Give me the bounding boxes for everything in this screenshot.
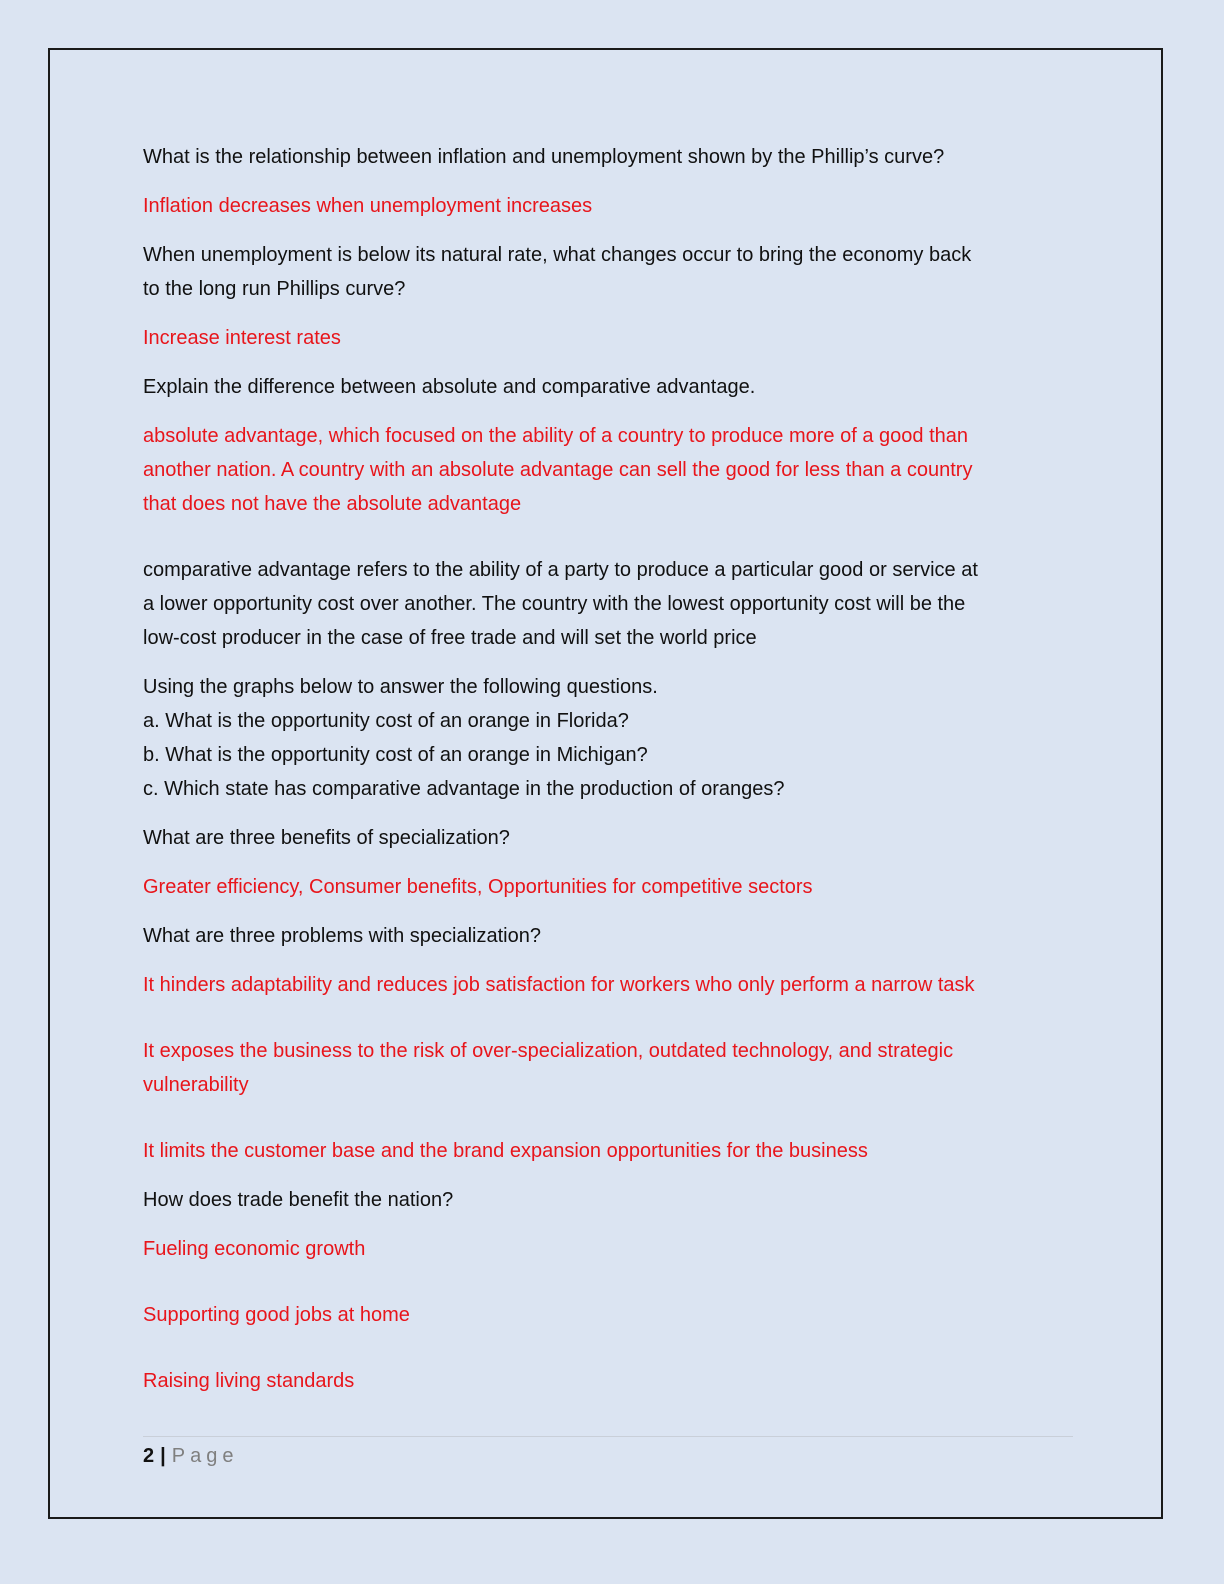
text-line: Inflation decreases when unemployment increases <box>143 195 593 217</box>
text-line: a. What is the opportunity cost of an orange in Florida? <box>143 710 629 732</box>
comparative-advantage-paragraph <box>143 553 1078 655</box>
text-line: Supporting good jobs at home <box>143 1304 410 1326</box>
text-line: What is the relationship between inflation and unemployment shown by the Phillip’s curve? <box>143 146 945 168</box>
answer-natural-rate <box>143 321 1078 355</box>
text-line: vulnerability <box>143 1074 249 1096</box>
text-line: another nation. A country with an absolute advantage can sell the good for less than a country <box>143 459 973 481</box>
text-line: comparative advantage refers to the ability of a party to produce a particular good or service at <box>143 559 978 581</box>
answer-problem-1 <box>143 968 1078 1002</box>
document-body <box>143 140 1078 1413</box>
text-line: low-cost producer in the case of free trade and will set the world price <box>143 627 757 649</box>
answer-phillips-curve <box>143 189 1078 223</box>
text-line: It hinders adaptability and reduces job satisfaction for workers who only perform a narrow task <box>143 974 975 996</box>
page-number: 2 <box>143 1445 155 1467</box>
text-line: absolute advantage, which focused on the ability of a country to produce more of a good than <box>143 425 968 447</box>
text-line: Fueling economic growth <box>143 1238 366 1260</box>
text-line: What are three benefits of specialization? <box>143 827 510 849</box>
answer-absolute-advantage <box>143 419 1078 521</box>
text-line: to the long run Phillips curve? <box>143 278 406 300</box>
text-line: What are three problems with specialization? <box>143 925 541 947</box>
text-line: that does not have the absolute advantage <box>143 493 522 515</box>
text-line: Raising living standards <box>143 1370 355 1392</box>
question-natural-rate <box>143 238 1078 306</box>
text-line: When unemployment is below its natural rate, what changes occur to bring the economy back <box>143 244 972 266</box>
page-label: Page <box>171 1445 239 1467</box>
text-line: b. What is the opportunity cost of an orange in Michigan? <box>143 744 648 766</box>
text-line: Increase interest rates <box>143 327 341 349</box>
question-phillips-curve <box>143 140 1078 174</box>
answer-trade-benefit-1 <box>143 1232 1078 1266</box>
page-footer <box>143 1436 1073 1473</box>
question-benefits-specialization <box>143 821 1078 855</box>
question-opportunity-cost <box>143 670 1078 806</box>
question-problems-specialization <box>143 919 1078 953</box>
text-line: c. Which state has comparative advantage in the production of oranges? <box>143 778 785 800</box>
answer-trade-benefit-3 <box>143 1364 1078 1398</box>
text-line: a lower opportunity cost over another. The country with the lowest opportunity cost will be the <box>143 593 966 615</box>
answer-problem-3 <box>143 1134 1078 1168</box>
answer-trade-benefit-2 <box>143 1298 1078 1332</box>
answer-problem-2 <box>143 1034 1078 1102</box>
page-separator: | <box>160 1445 166 1467</box>
text-line: It exposes the business to the risk of over-specialization, outdated technology, and strategic <box>143 1040 954 1062</box>
question-trade-benefit <box>143 1183 1078 1217</box>
text-line: How does trade benefit the nation? <box>143 1189 454 1211</box>
text-line: It limits the customer base and the brand expansion opportunities for the business <box>143 1140 868 1162</box>
text-line: Greater efficiency, Consumer benefits, Opportunities for competitive sectors <box>143 876 813 898</box>
text-line: Using the graphs below to answer the following questions. <box>143 676 658 698</box>
question-advantage <box>143 370 1078 404</box>
text-line: Explain the difference between absolute and comparative advantage. <box>143 376 756 398</box>
answer-benefits-specialization <box>143 870 1078 904</box>
